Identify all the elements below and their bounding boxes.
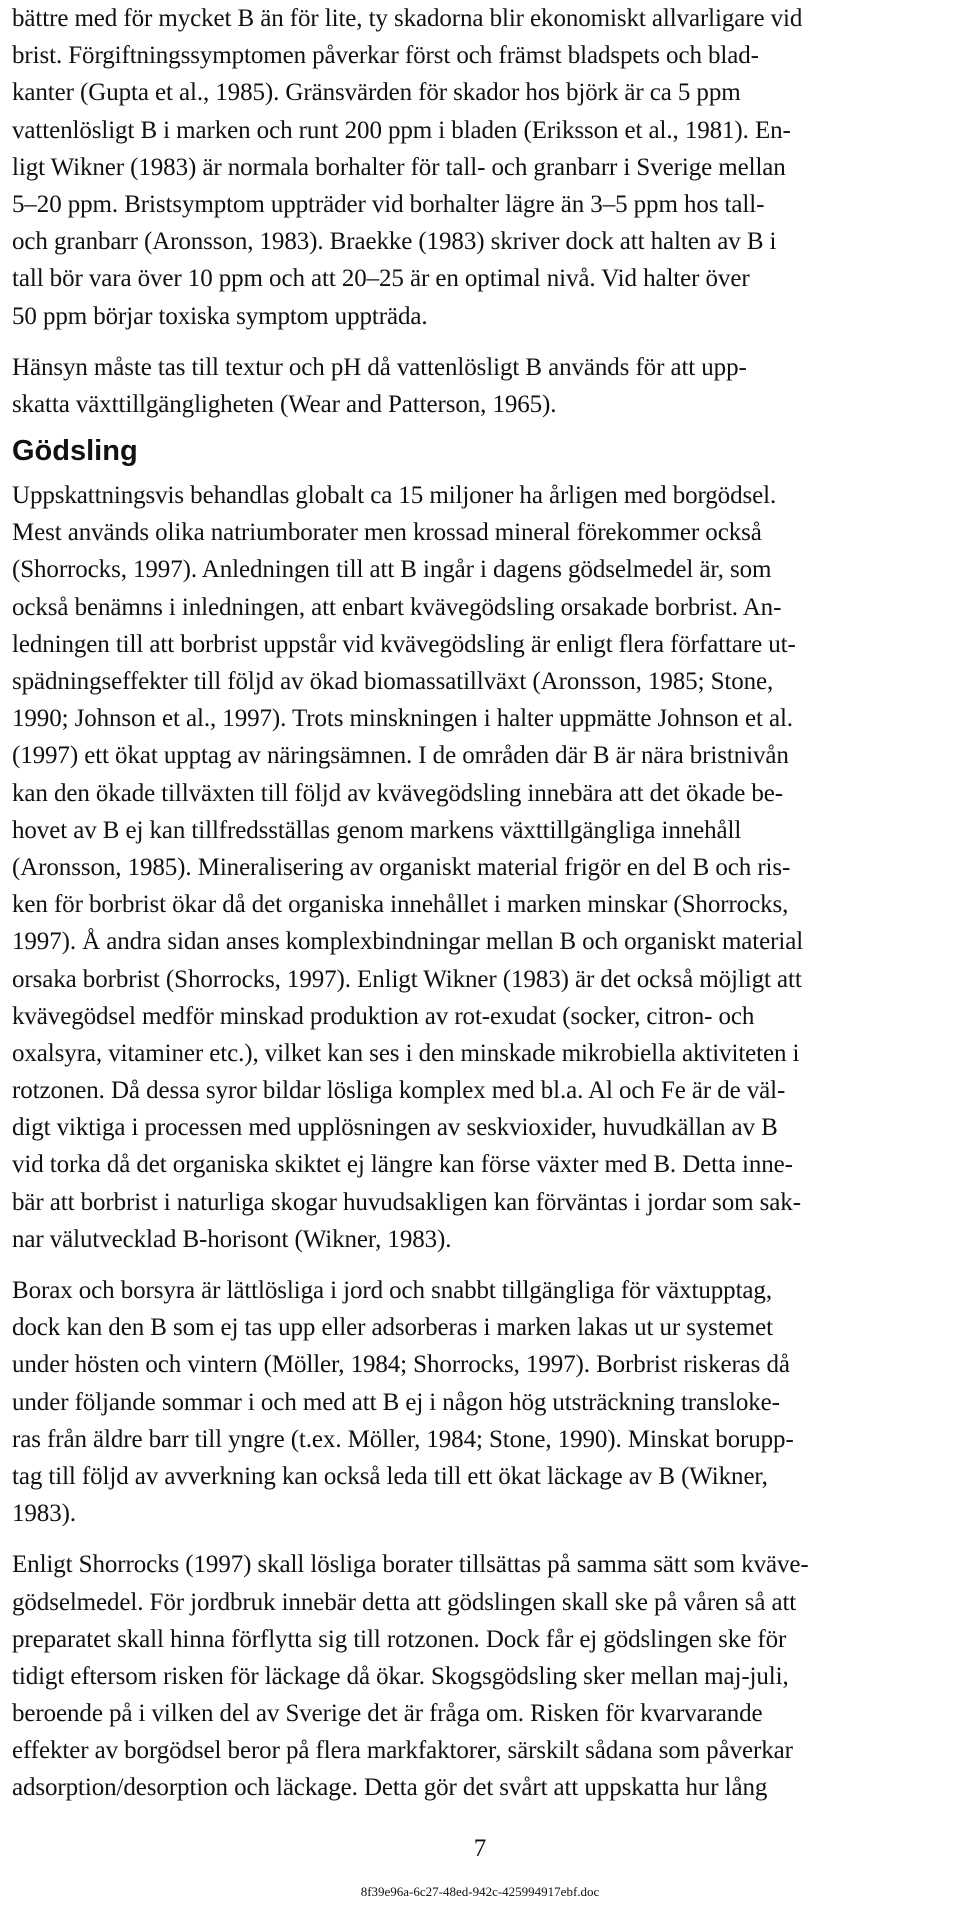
text-line: (Aronsson, 1985). Mineralisering av organiskt material frigör en del B och ris-: [12, 853, 791, 881]
text-line: Mest används olika natriumborater men krossad mineral förekommer också: [12, 519, 762, 547]
text-line: (Shorrocks, 1997). Anledningen till att B ingår i dagens gödselmedel är, som: [12, 556, 772, 584]
text-line: ras från äldre barr till yngre (t.ex. Möller, 1984; Stone, 1990). Minskat borupp-: [12, 1425, 794, 1453]
text-line: 1990; Johnson et al., 1997). Trots minskningen i halter uppmätte Johnson et al.: [12, 705, 793, 733]
text-line: dock kan den B som ej tas upp eller adsorberas i marken lakas ut ur systemet: [12, 1314, 773, 1342]
text-line: rotzonen. Då dessa syror bildar lösliga komplex med bl.a. Al och Fe är de väl-: [12, 1077, 786, 1105]
text-line: Borax och borsyra är lättlösliga i jord och snabbt tillgängliga för växtupptag,: [12, 1277, 772, 1304]
text-line: hovet av B ej kan tillfredsställas genom markens växttillgängliga innehåll: [12, 816, 742, 844]
paragraph-borax-leaching: [12, 1272, 950, 1532]
paragraph-boron-toxicity: [12, 0, 950, 335]
text-line: kan den ökade tillväxten till följd av kvävegödsling innebära att det ökade be-: [12, 779, 784, 807]
text-line: vid torka då det organiska skiktet ej längre kan förse växter med B. Detta inne-: [12, 1151, 793, 1179]
paragraph-texture-ph: [12, 349, 950, 423]
text-line: digt viktiga i processen med upplösningen av seskvioxider, huvudkällan av B: [12, 1114, 778, 1142]
section-heading: Gödsling: [12, 435, 138, 468]
text-line: preparatet skall hinna förflytta sig till rotzonen. Dock får ej gödslingen ske för: [12, 1625, 787, 1653]
text-line: 5–20 ppm. Bristsymptom uppträder vid borhalter lägre än 3–5 ppm hos tall-: [12, 190, 765, 218]
text-line: Uppskattningsvis behandlas globalt ca 15 miljoner ha årligen med borgödsel.: [12, 482, 777, 510]
text-line: under följande sommar i och med att B ej i någon hög utsträckning transloke-: [12, 1388, 780, 1416]
text-line: beroende på i vilken del av Sverige det är fråga om. Risken för kvarvarande: [12, 1700, 763, 1728]
page-content: [12, 0, 950, 1807]
text-line: tag till följd av avverkning kan också leda till ett ökat läckage av B (Wikner,: [12, 1462, 768, 1490]
text-line: Enligt Shorrocks (1997) skall lösliga borater tillsättas på samma sätt som kväve-: [12, 1551, 809, 1579]
paragraph-fertilization-global: [12, 477, 950, 1258]
text-line: vattenlösligt B i marken och runt 200 ppm i bladen (Eriksson et al., 1981). En-: [12, 116, 791, 144]
text-line: 50 ppm börjar toxiska symptom uppträda.: [12, 302, 428, 330]
text-line: ledningen till att borbrist uppstår vid kvävegödsling är enligt flera författare ut-: [12, 630, 796, 658]
paragraph-shorrocks-application: [12, 1546, 950, 1806]
text-line: gödselmedel. För jordbruk innebär detta att gödslingen skall ske på våren så att: [12, 1588, 797, 1616]
text-line: bättre med för mycket B än för lite, ty skadorna blir ekonomiskt allvarligare vid: [12, 5, 803, 32]
text-line: 1983).: [12, 1500, 76, 1528]
text-line: ken för borbrist ökar då det organiska innehållet i marken minskar (Shorrocks,: [12, 891, 789, 919]
text-line: adsorption/desorption och läckage. Detta gör det svårt att uppskatta hur lång: [12, 1774, 768, 1802]
text-line: kanter (Gupta et al., 1985). Gränsvärden för skador hos björk är ca 5 ppm: [12, 79, 741, 107]
text-line: tall bör vara över 10 ppm och att 20–25 är en optimal nivå. Vid halter över: [12, 265, 750, 293]
text-line: kvävegödsel medför minskad produktion av rot-exudat (socker, citron- och: [12, 1002, 755, 1030]
paragraph-gap: [12, 1532, 950, 1546]
text-line: och granbarr (Aronsson, 1983). Braekke (1983) skriver dock att halten av B i: [12, 228, 777, 256]
text-line: (1997) ett ökat upptag av näringsämnen. I de områden där B är nära bristnivån: [12, 742, 789, 770]
text-line: tidigt eftersom risken för läckage då ökar. Skogsgödsling sker mellan maj-juli,: [12, 1662, 789, 1690]
document-id-footer: 8f39e96a-6c27-48ed-942c-425994917ebf.doc: [360, 1884, 600, 1899]
text-line: ligt Wikner (1983) är normala borhalter för tall- och granbarr i Sverige mellan: [12, 153, 786, 181]
text-line: också benämns i inledningen, att enbart kvävegödsling orsakade borbrist. An-: [12, 593, 782, 621]
text-line: brist. Förgiftningssymptomen påverkar först och främst bladspets och blad-: [12, 42, 759, 70]
text-line: nar välutvecklad B-horisont (Wikner, 1983).: [12, 1225, 452, 1253]
text-line: skatta växttillgängligheten (Wear and Patterson, 1965).: [12, 390, 557, 418]
text-line: under hösten och vintern (Möller, 1984; Shorrocks, 1997). Borbrist riskeras då: [12, 1351, 790, 1379]
text-line: bär att borbrist i naturliga skogar huvudsakligen kan förväntas i jordar som sak-: [12, 1188, 801, 1216]
text-line: Hänsyn måste tas till textur och pH då vattenlösligt B används för att upp-: [12, 353, 747, 381]
text-line: 1997). Å andra sidan anses komplexbindningar mellan B och organiskt material: [12, 928, 804, 956]
text-line: spädningseffekter till följd av ökad biomassatillväxt (Aronsson, 1985; Stone,: [12, 668, 774, 695]
text-line: oxalsyra, vitaminer etc.), vilket kan ses i den minskade mikrobiella aktiviteten i: [12, 1039, 800, 1067]
text-line: orsaka borbrist (Shorrocks, 1997). Enligt Wikner (1983) är det också möjligt att: [12, 965, 802, 993]
text-line: effekter av borgödsel beror på flera markfaktorer, särskilt sådana som påverkar: [12, 1737, 793, 1765]
paragraph-gap: [12, 335, 950, 349]
page-number: 7: [473, 1835, 487, 1862]
paragraph-gap: [12, 1258, 950, 1272]
